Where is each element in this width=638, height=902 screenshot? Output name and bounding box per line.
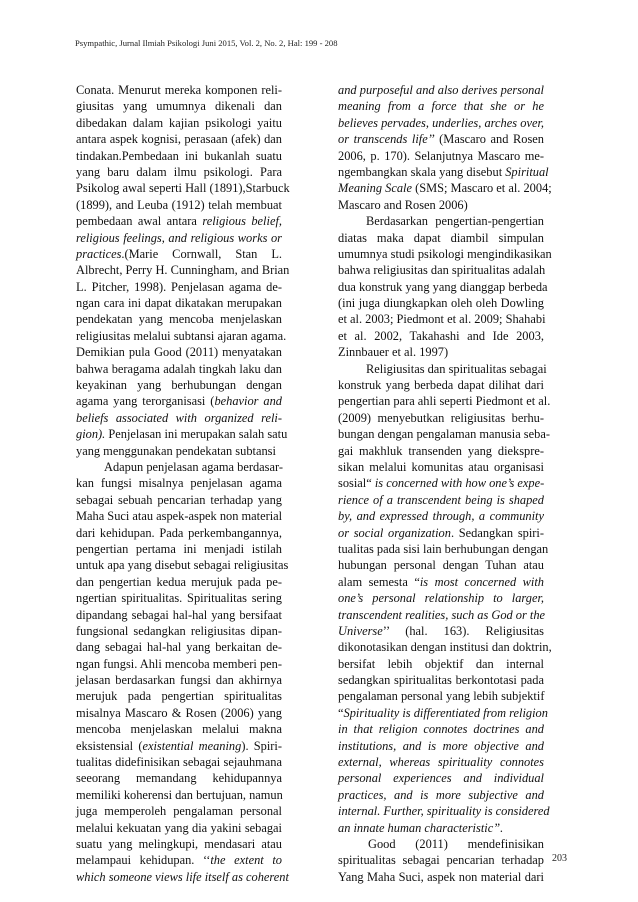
right-line: Good (2011) mendefinisikan bbox=[368, 836, 544, 851]
left-line: dibedakan dalam kajian psikologi yaitu bbox=[76, 115, 282, 130]
left-line: Conata. Menurut mereka komponen reli- bbox=[76, 83, 282, 97]
right-line: Yang Maha Suci, aspek non material dari bbox=[338, 869, 544, 884]
right-line: sedangkan spiritualitas berkontotasi pada bbox=[338, 673, 544, 688]
left-line: pembedaan awal antara religious belief, bbox=[76, 214, 282, 229]
left-line: merujuk pada pengertian spiritualitas bbox=[76, 689, 282, 704]
right-line: external, whereas spirituality connotes bbox=[338, 755, 544, 770]
right-line: bahwa religiusitas dan spiritualitas adalah bbox=[338, 263, 546, 278]
left-line: dipandang sebagai hal-hal yang bersifaat bbox=[76, 607, 282, 622]
left-line: which someone views life itself as coherent bbox=[76, 869, 289, 884]
running-header: Psympathic, Jurnal Ilmiah Psikologi Juni 2015, Vol. 2, No. 2, Hal: 199 - 208 bbox=[75, 38, 338, 48]
left-line: dari kehidupan. Pada perkembangannya, bbox=[76, 525, 282, 540]
left-line: suatu yang melingkupi, mendasari atau bbox=[76, 836, 282, 851]
right-line: hubungan personal dengan Tuhan atau bbox=[338, 558, 544, 573]
left-line: (1899), and Leuba (1912) telah membuat bbox=[76, 197, 282, 212]
right-line: dua konstruk yang yang dianggap berbeda bbox=[338, 279, 548, 294]
left-text-column bbox=[76, 82, 290, 885]
right-line: by, and expressed through, a community bbox=[338, 509, 544, 524]
left-line: antara aspek kognisi, perasaan (afek) dan bbox=[76, 132, 282, 147]
right-line: bersifat lebih objektif dan internal bbox=[338, 656, 544, 671]
right-line: “Spirituality is differentiated from religion bbox=[338, 705, 548, 720]
right-line: konstruk yang berbeda dapat dilihat dari bbox=[338, 378, 544, 393]
right-line: et al. 2002, Takahashi and Ide 2003, bbox=[338, 328, 544, 343]
right-line: in that religion connotes doctrines and bbox=[338, 722, 544, 737]
right-line: transcendent realities, such as God or the bbox=[338, 607, 546, 622]
right-line: or social organization. Sedangkan spiri- bbox=[338, 525, 544, 540]
left-line: gion). Penjelasan ini merupakan salah satu bbox=[76, 427, 288, 442]
right-line: one’s personal relationship to larger, bbox=[338, 591, 544, 606]
left-line: Albrecht, Perry H. Cunningham, and Brian bbox=[76, 263, 290, 278]
left-line: fungsional sedangkan religiusitas dipan- bbox=[76, 623, 282, 638]
left-line: Maha Suci atau aspek-aspek non material bbox=[76, 509, 283, 524]
left-line: agama yang terorganisasi (behavior and bbox=[76, 394, 283, 409]
left-line: Psikolog awal seperti Hall (1891),Starbuck bbox=[76, 181, 290, 196]
right-line: an innate human characteristic”. bbox=[338, 820, 504, 835]
left-line: tindakan.Pembedaan ini bukanlah suatu bbox=[76, 148, 282, 163]
left-line: sebagai sebuah pencarian terhadap yang bbox=[76, 492, 282, 507]
left-line: melampaui kehidupan. ‘‘the extent to bbox=[76, 853, 282, 868]
left-line: juga memperoleh pengalaman personal bbox=[76, 804, 282, 819]
left-line: Demikian pula Good (2011) menyatakan bbox=[76, 345, 282, 360]
right-line: tualitas pada sisi lain berhubungan dengan bbox=[338, 541, 549, 556]
right-line: umumnya studi psikologi mengindikasikan bbox=[338, 246, 552, 261]
right-line: pengertian para ahli seperti Piedmont et al. bbox=[338, 394, 551, 409]
left-line: bahwa beragama adalah tingkah laku dan bbox=[76, 361, 282, 376]
left-line: ngan cara ini dapat dikatakan merupakan bbox=[76, 296, 282, 311]
right-line: Zinnbauer et al. 1997) bbox=[338, 345, 449, 360]
right-line: practices, and is more subjective and bbox=[338, 787, 544, 802]
left-line: pendekatan yang mencoba menjelaskan bbox=[76, 312, 282, 327]
left-line: tualitas didefinisikan sebagai sejauhmana bbox=[76, 755, 282, 770]
right-line: and purposeful and also derives personal bbox=[338, 83, 544, 97]
left-line: kan fungsi misalnya penjelasan agama bbox=[76, 476, 282, 491]
right-text-column bbox=[338, 82, 552, 885]
right-line: Mascaro and Rosen 2006) bbox=[338, 197, 468, 212]
left-line: ngan fungsi. Ahli mencoba memberi pen- bbox=[76, 656, 282, 671]
right-line: Universe’’ (hal. 163). Religiusitas bbox=[338, 623, 544, 638]
left-line: giusitas yang umumnya dikenali dan bbox=[76, 99, 282, 114]
right-line: ngembangkan skala yang disebut Spiritual bbox=[338, 164, 549, 179]
right-line: diatas maka dapat diambil simpulan bbox=[338, 230, 544, 245]
right-line: Berdasarkan pengertian-pengertian bbox=[366, 214, 544, 229]
left-line: untuk apa yang disebut sebagai religiusitas bbox=[76, 558, 289, 573]
right-line: personal experiences and individual bbox=[338, 771, 544, 786]
right-line: dikonotasikan dengan institusi dan doktrin, bbox=[338, 640, 552, 655]
right-line: spiritualitas sebagai pencarian terhadap bbox=[338, 853, 544, 868]
right-line: gai makhluk transenden yang diekspre- bbox=[338, 443, 544, 458]
left-line: religious feelings, and religious works or bbox=[76, 230, 282, 245]
right-line: rience of a transcendent being is shaped bbox=[338, 492, 544, 507]
left-line: mencoba menjelaskan melalui makna bbox=[76, 722, 282, 737]
left-line: keyakinan yang berhubungan dengan bbox=[76, 378, 282, 393]
left-line: seeorang memandang kehidupannya bbox=[76, 771, 282, 786]
right-line: meaning from a force that she or he bbox=[338, 99, 544, 114]
left-line: religiusitas melalui subtansi ajaran agama. bbox=[76, 328, 287, 343]
left-line: melalui kekuatan yang dia yakini sebagai bbox=[76, 820, 282, 835]
left-line: jelasan berdasarkan fungsi dan akhirnya bbox=[76, 673, 282, 688]
right-line: (2009) menyebutkan religiusitas berhu- bbox=[338, 410, 544, 425]
left-line: pengertian pertama ini menjadi istilah bbox=[76, 541, 282, 556]
left-line: beliefs associated with organized reli- bbox=[76, 410, 282, 425]
right-line: institutions, and is more objective and bbox=[338, 738, 544, 753]
right-line: bungan dengan pengalaman manusia seba- bbox=[338, 427, 550, 442]
right-line: believes pervades, underlies, arches over, bbox=[338, 115, 544, 130]
right-line: sosial“ is concerned with how one’s expe- bbox=[338, 476, 545, 491]
left-line: dang sebagai hal-hal yang berkaitan de- bbox=[76, 640, 282, 655]
right-line: et al. 2003; Piedmont et al. 2009; Shahabi bbox=[338, 312, 546, 327]
left-line: yang baru dalam ilmu psikologi. Para bbox=[76, 164, 282, 179]
right-line: Religiusitas dan spiritualitas sebagai bbox=[366, 361, 547, 376]
left-line: memiliki koherensi dan bertujuan, namun bbox=[76, 787, 283, 802]
left-line: practices.(Marie Cornwall, Stan L. bbox=[76, 246, 282, 261]
left-line: eksistensial (existential meaning). Spiri- bbox=[76, 738, 282, 753]
right-line: or transcends life’’ (Mascaro and Rosen bbox=[338, 132, 545, 147]
right-line: sikan melalui komunitas atau organisasi bbox=[338, 459, 544, 474]
right-line: internal. Further, spirituality is considered bbox=[338, 804, 550, 819]
right-line: (ini juga diungkapkan oleh oleh Dowling bbox=[338, 296, 544, 311]
left-line: dan pengertian kedua merujuk pada pe- bbox=[76, 574, 282, 589]
right-line: 2006, p. 170). Selanjutnya Mascaro me- bbox=[338, 148, 544, 163]
left-line: L. Pitcher, 1998). Penjelasan agama de- bbox=[76, 279, 282, 294]
left-line: ngertian spiritualitas. Spiritualitas sering bbox=[76, 591, 282, 606]
left-line: yang menggunakan pendekatan subtansi bbox=[76, 443, 276, 458]
page-number: 203 bbox=[552, 853, 567, 864]
left-line: misalnya Mascaro & Rosen (2006) yang bbox=[76, 705, 282, 720]
right-line: pengalaman personal yang lebih subjektif bbox=[338, 689, 545, 704]
left-line: Adapun penjelasan agama berdasar- bbox=[104, 459, 283, 474]
right-line: alam semesta “is most concerned with bbox=[338, 574, 545, 589]
right-line: Meaning Scale (SMS; Mascaro et al. 2004; bbox=[338, 181, 552, 196]
